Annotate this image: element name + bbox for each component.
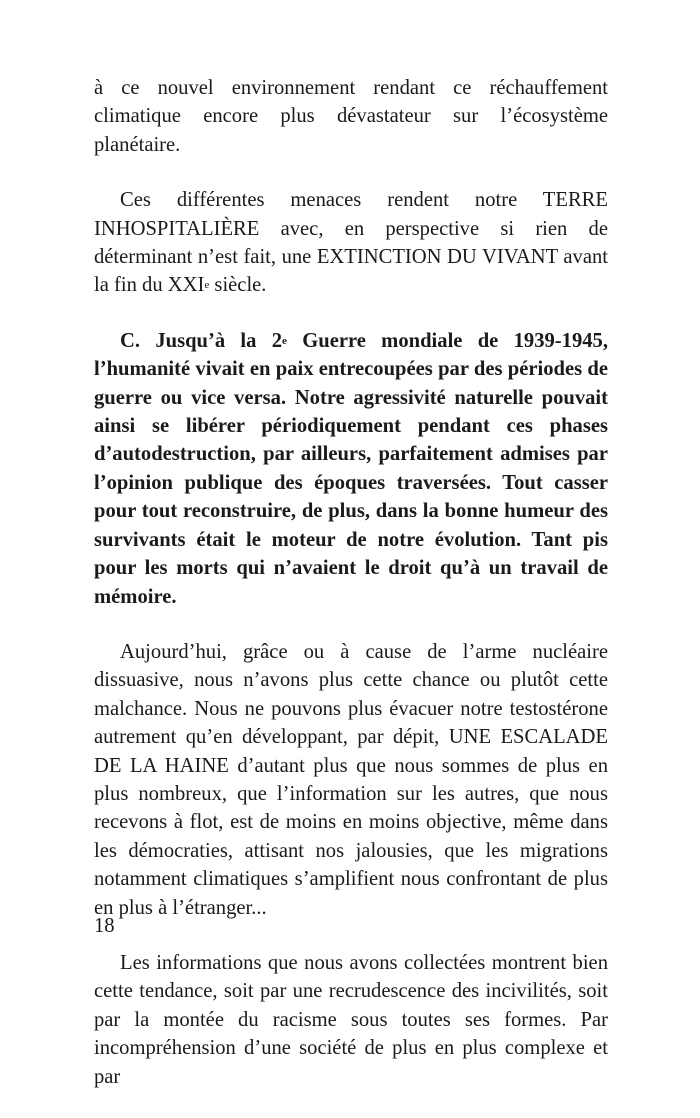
- ordinal-superscript: e: [282, 334, 287, 347]
- paragraph-2-tail: siècle.: [209, 274, 267, 297]
- page-body: [94, 74, 608, 1118]
- paragraph-1: à ce nouvel environnement rendant ce réchauffement climatique encore plus dévastateur sur l’écosystème planétaire.: [94, 77, 608, 156]
- paragraph-2-text: Ces différentes menaces rendent notre TERRE INHOSPITALIÈRE avec, en perspective si rien de déterminant n’est fait, une EXTINCTION DU VIVANT avant la fin du XXI: [94, 189, 608, 297]
- paragraph-3-text: Guerre mondiale de 1939-1945, l’humanité vivait en paix entrecoupées par des périodes de guerre ou vice versa. Notre agressivité naturelle pouvait ainsi se libérer périodiquement pendant ces phases d’autodestruction, par ailleurs, parfaitement admises par l’opinion publique des époques traversées. Tout casser pour tout reconstruire, de plus, dans la bonne humeur des survivants était le moteur de notre évolution. Tant pis pour les morts qui n’avaient le droit qu’à un travail de mémoire.: [94, 329, 608, 608]
- paragraph-3-lead: C. Jusqu’à la 2: [120, 329, 283, 352]
- paragraph-2: [94, 186, 608, 300]
- paragraph-3-section-c: [94, 327, 608, 611]
- century-superscript: e: [204, 279, 210, 292]
- page-number: 18: [94, 915, 115, 937]
- paragraph-4: Aujourd’hui, grâce ou à cause de l’arme nucléaire dissuasive, nous n’avons plus cette chance ou plutôt cette malchance. Nous ne pouvons plus évacuer notre testostérone autrement qu’en développant, par dépit, UNE ESCALADE DE LA HAINE d’autant plus que nous sommes de plus en plus nombreux, que l’information sur les autres, que nous recevons à flot, est de moins en moins objective, même dans les démocraties, attisant nos jalousies, que les migrations notamment climatiques s’amplifient nous confrontant de plus en plus à l’étranger...: [94, 640, 608, 919]
- paragraph-5: Les informations que nous avons collectées montrent bien cette tendance, soit par une recrudescence des incivilités, soit par la montée du racisme sous toutes ses formes. Par incompréhension d’une société de plus en plus complexe et par: [94, 951, 608, 1088]
